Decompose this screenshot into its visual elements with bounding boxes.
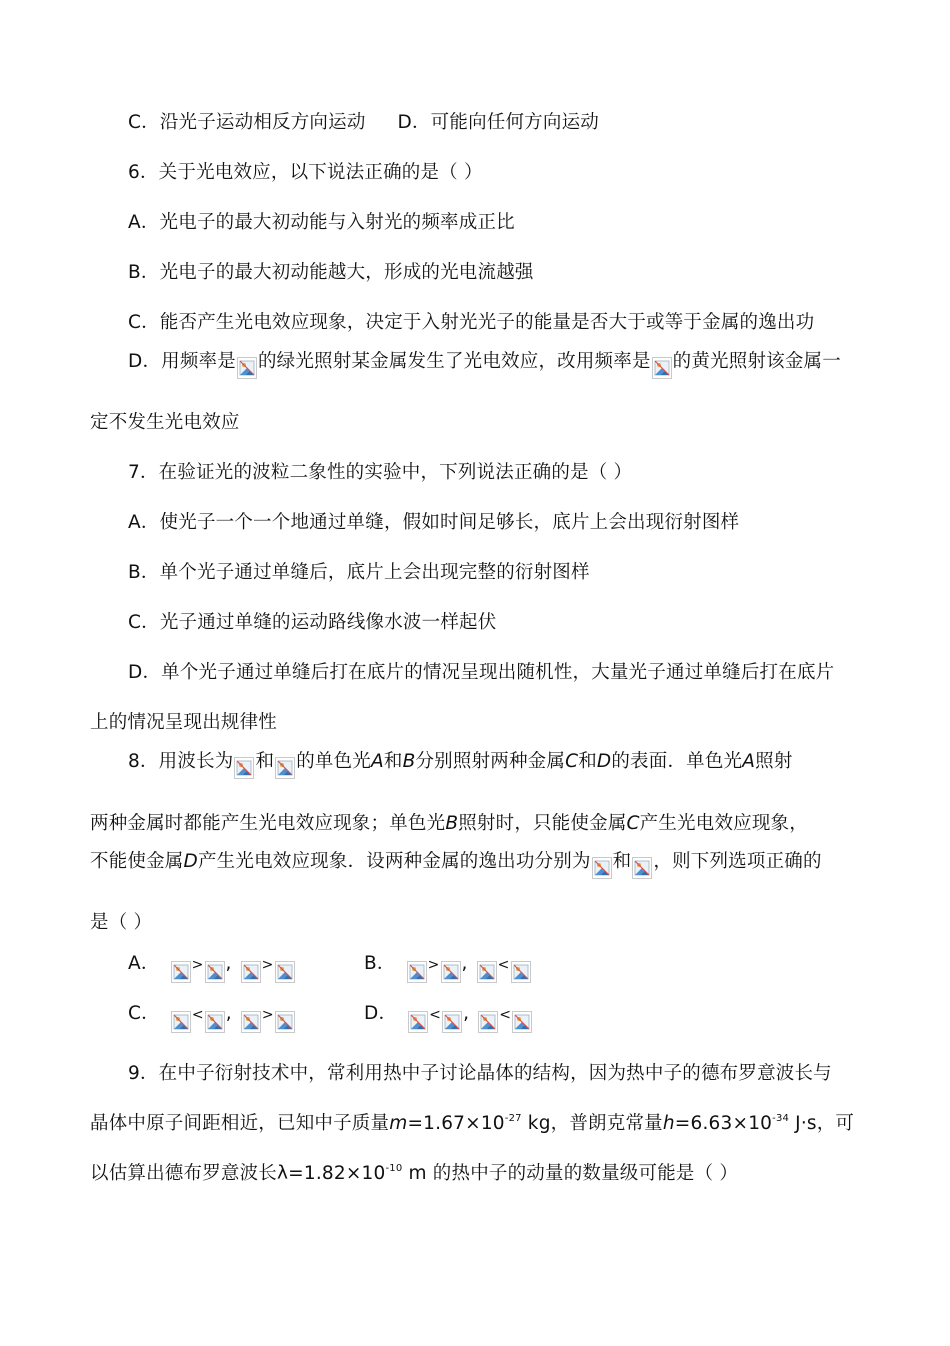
broken-image-glyph xyxy=(235,758,253,778)
comma: , xyxy=(463,1003,470,1024)
formula-image-icon xyxy=(205,961,225,983)
formula-image-icon xyxy=(477,961,497,983)
less-than-sign: < xyxy=(191,1007,204,1023)
broken-image-glyph xyxy=(172,1012,190,1032)
q8-text: 两种金属时都能产生光电效应现象；单色光 xyxy=(90,813,446,834)
q8-var-d: D xyxy=(596,751,612,772)
q8-stem-line2 xyxy=(90,812,808,836)
q8-text: ，则下列选项正确的 xyxy=(653,851,822,872)
q8-var-a: A xyxy=(742,751,756,772)
formula-image-icon xyxy=(652,357,672,379)
q9-text: 以估算出德布罗意波长λ=1.82×10 xyxy=(90,1163,386,1184)
q6-option-a: A．光电子的最大初动能与入射光的频率成正比 xyxy=(128,212,515,233)
formula-image-icon xyxy=(241,961,261,983)
formula-image-icon xyxy=(241,1011,261,1033)
broken-image-glyph xyxy=(242,962,260,982)
q8-option-b xyxy=(364,952,532,983)
q8-text: 分别照射两种金属 xyxy=(415,751,566,772)
exponent: -27 xyxy=(504,1113,522,1124)
broken-image-glyph xyxy=(442,962,460,982)
formula-image-icon xyxy=(205,1011,225,1033)
broken-image-glyph xyxy=(206,962,224,982)
q8-text: 产生光电效应现象．设两种金属的逸出功分别为 xyxy=(197,851,591,872)
less-than-sign: < xyxy=(499,1007,512,1023)
broken-image-glyph xyxy=(512,962,530,982)
comma: , xyxy=(225,1003,232,1024)
q9-text: =6.63×10 xyxy=(674,1113,773,1134)
q8-text: 和 xyxy=(612,851,632,872)
broken-image-glyph xyxy=(443,1012,461,1032)
broken-image-glyph xyxy=(408,962,426,982)
formula-image-icon xyxy=(275,1011,295,1033)
q8-stem-line1 xyxy=(128,750,793,779)
q8-text: 的表面．单色光 xyxy=(611,751,743,772)
q8-option-c-label: C． xyxy=(128,1003,160,1024)
exponent: -34 xyxy=(772,1113,790,1124)
q8-var-c: C xyxy=(565,751,579,772)
broken-image-glyph xyxy=(593,858,611,878)
q8-stem-line4: 是（ ） xyxy=(90,912,153,933)
q8-option-d-label: D． xyxy=(364,1003,398,1024)
q6-option-d-line1 xyxy=(128,350,841,379)
q6-stem: 6．关于光电效应，以下说法正确的是（ ） xyxy=(128,162,483,183)
q7-option-b: B．单个光子通过单缝后，底片上会出现完整的衍射图样 xyxy=(128,562,590,583)
q9-stem-line1: 9．在中子衍射技术中，常利用热中子讨论晶体的结构，因为热中子的德布罗意波长与 xyxy=(128,1063,832,1084)
q8-text: 的单色光 xyxy=(296,751,371,772)
formula-image-icon xyxy=(275,757,295,779)
q8-text: 8．用波长为 xyxy=(128,751,234,772)
broken-image-glyph xyxy=(479,1012,497,1032)
q8-option-d xyxy=(364,1002,533,1033)
formula-image-icon xyxy=(408,1011,428,1033)
q8-text: 和 xyxy=(578,751,597,772)
greater-than-sign: > xyxy=(261,1007,274,1023)
q8-var-c: C xyxy=(626,813,640,834)
q7-option-c: C．光子通过单缝的运动路线像水波一样起伏 xyxy=(128,612,497,633)
q8-option-b-label: B． xyxy=(364,953,396,974)
q7-option-a: A．使光子一个一个地通过单缝，假如时间足够长，底片上会出现衍射图样 xyxy=(128,512,740,533)
q5-option-c: C．沿光子运动相反方向运动 xyxy=(128,112,366,133)
greater-than-sign: > xyxy=(261,957,274,973)
broken-image-glyph xyxy=(242,1012,260,1032)
exponent: -10 xyxy=(385,1163,403,1174)
q6-option-d-text-1: D．用频率是 xyxy=(128,351,236,372)
q9-stem-line2 xyxy=(90,1112,854,1136)
formula-image-icon xyxy=(632,857,652,879)
q7-stem: 7．在验证光的波粒二象性的实验中，下列说法正确的是（ ） xyxy=(128,462,633,483)
q8-option-a-label: A． xyxy=(128,953,160,974)
broken-image-glyph xyxy=(276,1012,294,1032)
q9-text: =1.67×10 xyxy=(407,1113,505,1134)
q9-text: m 的热中子的动量的数量级可能是（ ） xyxy=(402,1163,739,1184)
broken-image-glyph xyxy=(513,1012,531,1032)
formula-image-icon xyxy=(511,961,531,983)
formula-image-icon xyxy=(512,1011,532,1033)
q9-text: J·s，可 xyxy=(789,1113,855,1134)
q6-option-d-text-2: 的绿光照射某金属发生了光电效应，改用频率是 xyxy=(257,351,651,372)
greater-than-sign: > xyxy=(191,957,204,973)
less-than-sign: < xyxy=(497,957,510,973)
broken-image-glyph xyxy=(478,962,496,982)
broken-image-glyph xyxy=(238,358,256,378)
formula-image-icon xyxy=(275,961,295,983)
formula-image-icon xyxy=(478,1011,498,1033)
q8-var-b: B xyxy=(445,813,459,834)
less-than-sign: < xyxy=(429,1007,442,1023)
q8-text: 产生光电效应现象， xyxy=(639,813,808,834)
q9-text: kg，普朗克常量 xyxy=(521,1113,663,1134)
broken-image-glyph xyxy=(172,962,190,982)
formula-image-icon xyxy=(171,961,191,983)
q9-text: 晶体中原子间距相近，已知中子质量 xyxy=(90,1113,390,1134)
formula-image-icon xyxy=(441,961,461,983)
comma: , xyxy=(461,953,468,974)
q6-option-c: C．能否产生光电效应现象，决定于入射光光子的能量是否大于或等于金属的逸出功 xyxy=(128,312,815,333)
formula-image-icon xyxy=(171,1011,191,1033)
formula-image-icon xyxy=(592,857,612,879)
q8-var-d: D xyxy=(183,851,198,872)
broken-image-glyph xyxy=(653,358,671,378)
q9-stem-line3 xyxy=(90,1162,738,1186)
q8-text: 照射 xyxy=(755,751,793,772)
q6-option-d-text-3: 的黄光照射该金属一 xyxy=(672,351,841,372)
formula-image-icon xyxy=(237,357,257,379)
q5-options-line xyxy=(128,111,599,135)
q6-option-d-line2: 定不发生光电效应 xyxy=(90,412,240,433)
formula-image-icon xyxy=(407,961,427,983)
q9-var-m: m xyxy=(389,1113,408,1134)
q6-option-b: B．光电子的最大初动能越大，形成的光电流越强 xyxy=(128,262,534,283)
broken-image-glyph xyxy=(409,1012,427,1032)
q8-text: 不能使金属 xyxy=(90,851,184,872)
q8-var-a: A xyxy=(371,751,384,772)
q7-option-d-line2: 上的情况呈现出规律性 xyxy=(90,712,278,733)
q8-option-a xyxy=(128,952,296,983)
q8-text: 和 xyxy=(383,751,403,772)
comma: , xyxy=(225,953,232,974)
q8-var-b: B xyxy=(402,751,416,772)
q8-text: 和 xyxy=(255,751,275,772)
q8-stem-line3 xyxy=(90,850,822,879)
broken-image-glyph xyxy=(276,962,294,982)
broken-image-glyph xyxy=(276,758,294,778)
q9-var-h: h xyxy=(662,1113,675,1134)
broken-image-glyph xyxy=(206,1012,224,1032)
formula-image-icon xyxy=(442,1011,462,1033)
greater-than-sign: > xyxy=(427,957,440,973)
q7-option-d-line1: D．单个光子通过单缝后打在底片的情况呈现出随机性，大量光子通过单缝后打在底片 xyxy=(128,662,835,683)
q8-option-c xyxy=(128,1002,296,1033)
broken-image-glyph xyxy=(633,858,651,878)
q5-option-d: D．可能向任何方向运动 xyxy=(397,112,599,133)
formula-image-icon xyxy=(234,757,254,779)
q8-text: 照射时，只能使金属 xyxy=(458,813,627,834)
